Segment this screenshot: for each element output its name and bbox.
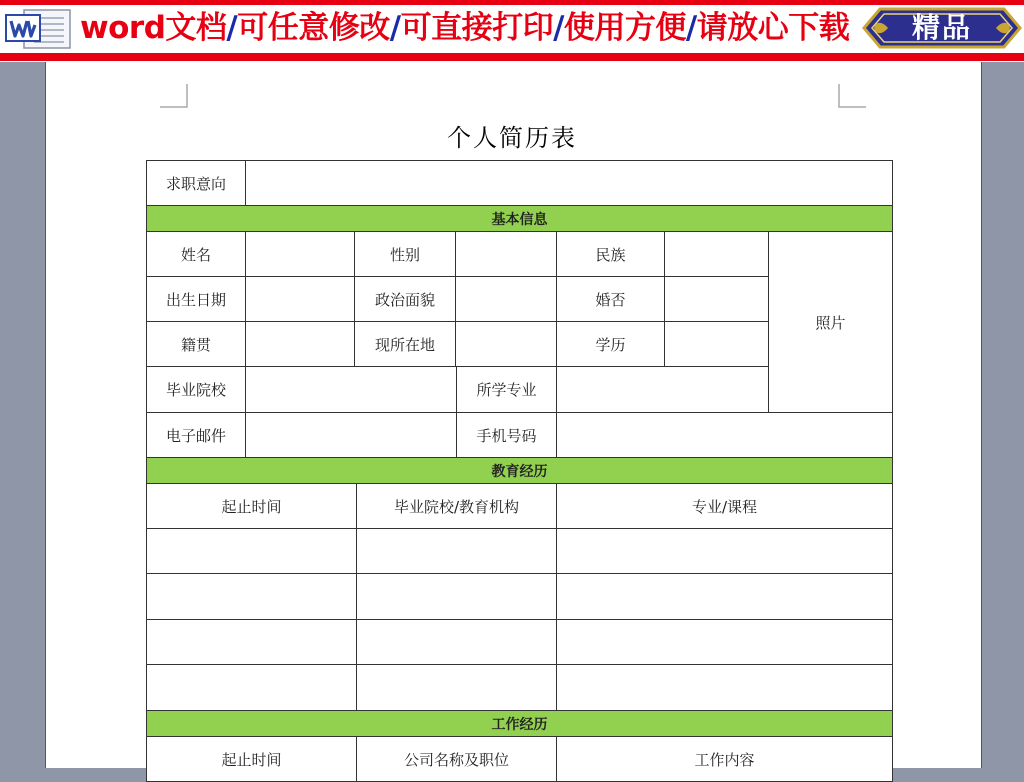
section-header-basic-info: 基本信息: [146, 205, 893, 232]
ethnicity-field[interactable]: [664, 231, 769, 277]
education-institution-field[interactable]: [356, 664, 557, 711]
political-status-field[interactable]: [455, 276, 557, 322]
education-period-field[interactable]: [146, 664, 357, 711]
education-course-field[interactable]: [556, 528, 893, 574]
education-course-header: 专业/课程: [556, 483, 893, 529]
left-gutter: [0, 62, 44, 768]
birthdate-label: 出生日期: [146, 276, 246, 322]
education-institution-field[interactable]: [356, 528, 557, 574]
political-status-label: 政治面貌: [354, 276, 456, 322]
banner-bottom-stripe: [0, 53, 1024, 61]
education-period-header: 起止时间: [146, 483, 357, 529]
school-label: 毕业院校: [146, 366, 246, 413]
major-label: 所学专业: [456, 366, 557, 413]
word-document-icon: [4, 6, 76, 50]
birthdate-field[interactable]: [245, 276, 355, 322]
origin-field[interactable]: [245, 321, 355, 367]
banner-slogan-convenient: 使用方便: [563, 10, 686, 46]
banner-slash: /: [685, 10, 697, 46]
phone-field[interactable]: [556, 412, 893, 458]
banner-slash: /: [226, 10, 238, 46]
work-content-header: 工作内容: [556, 736, 893, 782]
name-label: 姓名: [146, 231, 246, 277]
education-period-field[interactable]: [146, 573, 357, 620]
email-field[interactable]: [245, 412, 457, 458]
residence-label: 现所在地: [354, 321, 456, 367]
education-period-field[interactable]: [146, 528, 357, 574]
document-title: 个人简历表: [447, 124, 577, 152]
school-field[interactable]: [245, 366, 457, 413]
banner-slash: /: [389, 10, 401, 46]
education-period-field[interactable]: [146, 619, 357, 665]
banner-slash: /: [553, 10, 564, 46]
job-intent-label: 求职意向: [146, 160, 246, 206]
margin-corner-mark-right: [838, 84, 866, 108]
marital-status-label: 婚否: [556, 276, 665, 322]
right-gutter: [982, 62, 1024, 768]
education-institution-header: 毕业院校/教育机构: [356, 483, 557, 529]
education-course-field[interactable]: [556, 573, 893, 620]
banner-slogan-editable: 可任意修改: [237, 10, 390, 46]
work-period-header: 起止时间: [146, 736, 357, 782]
education-course-field[interactable]: [556, 619, 893, 665]
education-institution-field[interactable]: [356, 619, 557, 665]
name-field[interactable]: [245, 231, 355, 277]
marital-status-field[interactable]: [664, 276, 769, 322]
gender-label: 性别: [354, 231, 456, 277]
residence-field[interactable]: [455, 321, 557, 367]
photo-placeholder[interactable]: 照片: [768, 231, 893, 413]
ethnicity-label: 民族: [556, 231, 665, 277]
degree-field[interactable]: [664, 321, 769, 367]
degree-label: 学历: [556, 321, 665, 367]
section-header-education: 教育经历: [146, 457, 893, 484]
download-banner: [0, 0, 1024, 62]
section-header-work: 工作经历: [146, 710, 893, 737]
margin-corner-mark-left: [160, 84, 188, 108]
education-course-field[interactable]: [556, 664, 893, 711]
education-institution-field[interactable]: [356, 573, 557, 620]
banner-slogan-download: 请放心下载: [696, 10, 850, 46]
major-field[interactable]: [556, 366, 769, 413]
origin-label: 籍贯: [146, 321, 246, 367]
job-intent-field[interactable]: [245, 160, 893, 206]
banner-slogan-printable: 可直接打印: [400, 10, 554, 46]
premium-badge-label: 精品: [911, 11, 972, 44]
banner-slogan-word-doc: word文档: [80, 10, 227, 46]
phone-label: 手机号码: [456, 412, 557, 458]
gender-field[interactable]: [455, 231, 557, 277]
email-label: 电子邮件: [146, 412, 246, 458]
work-company-header: 公司名称及职位: [356, 736, 557, 782]
banner-slogan: [80, 6, 849, 50]
